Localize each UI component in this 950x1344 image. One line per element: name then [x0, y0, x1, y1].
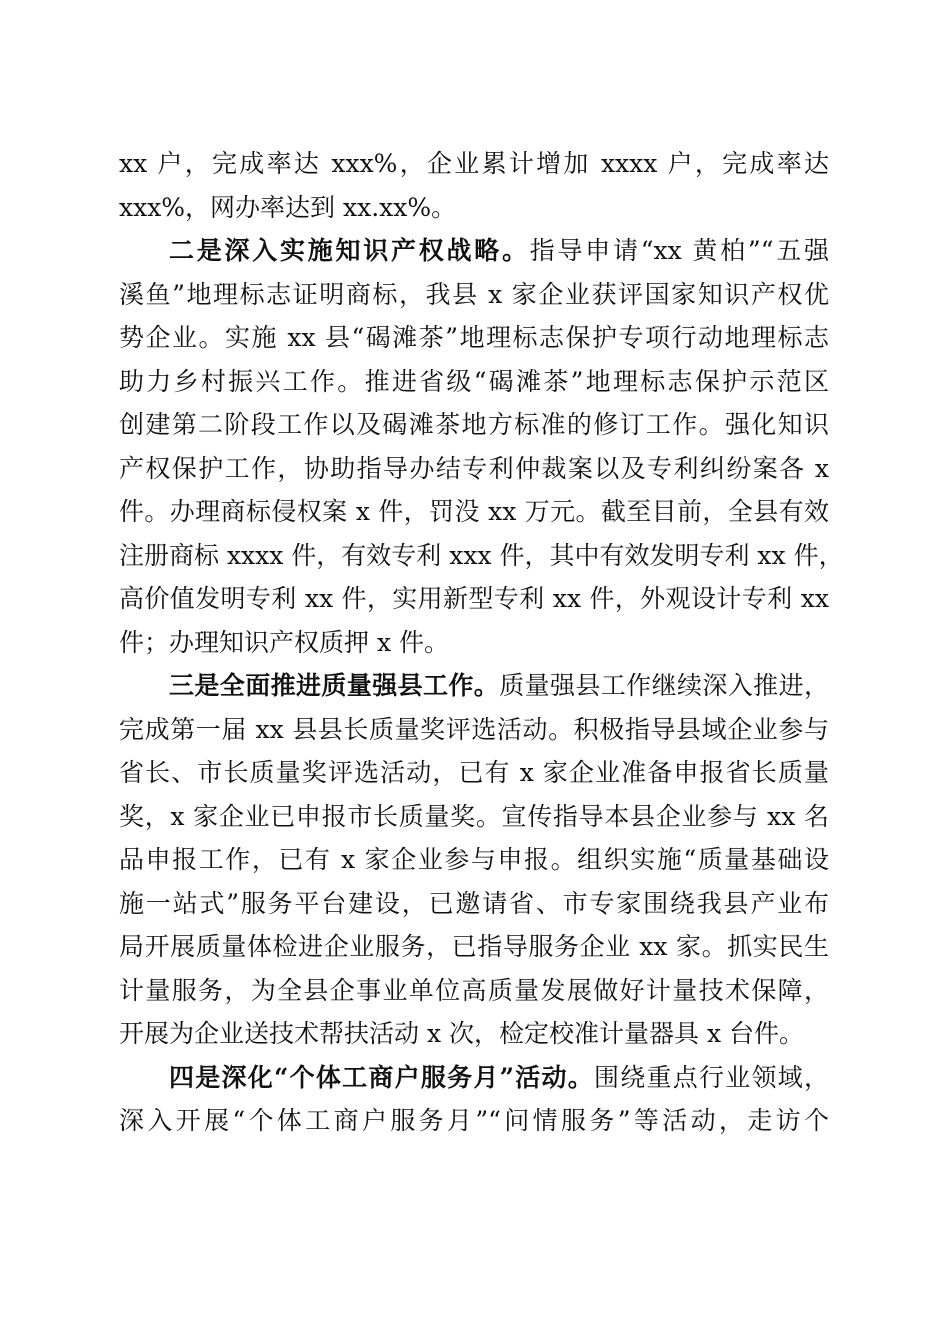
text-line: 奖，x 家企业已申报市长质量奖。宣传指导本县企业参与 xx 名 — [119, 801, 829, 831]
text-line: 高价值发明专利 xx 件，实用新型专利 xx 件，外观设计专利 xx — [119, 584, 829, 613]
paragraph-heading: 三是全面推进质量强县工作。 — [169, 671, 500, 700]
text-line: 完成第一届 xx 县县长质量奖评选活动。积极指导县域企业参与 — [119, 714, 829, 744]
text-line: 深入开展“个体工商户服务月”“问情服务”等活动，走访个 — [119, 1106, 829, 1135]
text-line: 计量服务，为全县企事业单位高质量发展做好计量技术保障， — [119, 975, 829, 1005]
text-line: 局开展质量体检进企业服务，已指导服务企业 xx 家。抓实民生 — [119, 932, 829, 961]
text-line: 品申报工作，已有 x 家企业参与申报。组织实施“质量基础设 — [119, 845, 829, 874]
text-run: 围绕重点行业领域， — [594, 1062, 829, 1092]
text-line: 注册商标 xxxx 件，有效专利 xxx 件，其中有效发明专利 xx 件， — [119, 540, 844, 570]
text-line — [119, 1056, 829, 1100]
document-page — [119, 142, 844, 1143]
text-line: 创建第二阶段工作以及碣滩茶地方标准的修订工作。强化知识 — [119, 410, 829, 439]
text-line: 溪鱼”地理标志证明商标，我县 x 家企业获评国家知识产权优 — [119, 279, 829, 309]
text-line — [119, 664, 829, 708]
paragraph-business-month — [119, 1056, 829, 1143]
text-line: xx 户，完成率达 xxx%，企业累计增加 xxxx 户，完成率达 — [119, 149, 829, 178]
text-run: 质量强县工作继续深入推进， — [499, 671, 829, 700]
text-line: 势企业。实施 xx 县“碣滩茶”地理标志保护专项行动地理标志 — [119, 323, 829, 352]
paragraph-quality — [119, 664, 829, 1056]
paragraph-heading: 二是深入实施知识产权战略。 — [169, 236, 530, 265]
paragraph-heading: 四是深化“个体工商户服务月”活动。 — [169, 1062, 594, 1092]
text-line: 件；办理知识产权质押 x 件。 — [119, 627, 449, 657]
text-line: 助力乡村振兴工作。推进省级“碣滩茶”地理标志保护示范区 — [119, 366, 829, 396]
paragraph-ip-strategy — [119, 229, 844, 664]
paragraph-intro-continuation — [119, 142, 829, 229]
text-line — [119, 229, 829, 273]
text-run: 指导申请“xx 黄柏”“五强 — [529, 236, 829, 265]
text-line: xxx%，网办率达到 xx.xx%。 — [119, 192, 457, 222]
text-line: 件。办理商标侵权案 x 件，罚没 xx 万元。截至目前，全县有效 — [119, 497, 829, 526]
text-line: 开展为企业送技术帮扶活动 x 次，检定校准计量器具 x 台件。 — [119, 1019, 804, 1048]
text-line: 产权保护工作，协助指导办结专利仲裁案以及专利纠纷案各 x — [119, 453, 829, 483]
text-line: 省长、市长质量奖评选活动，已有 x 家企业准备申报省长质量 — [119, 758, 829, 787]
text-line: 施一站式”服务平台建设，已邀请省、市专家围绕我县产业布 — [119, 888, 829, 918]
